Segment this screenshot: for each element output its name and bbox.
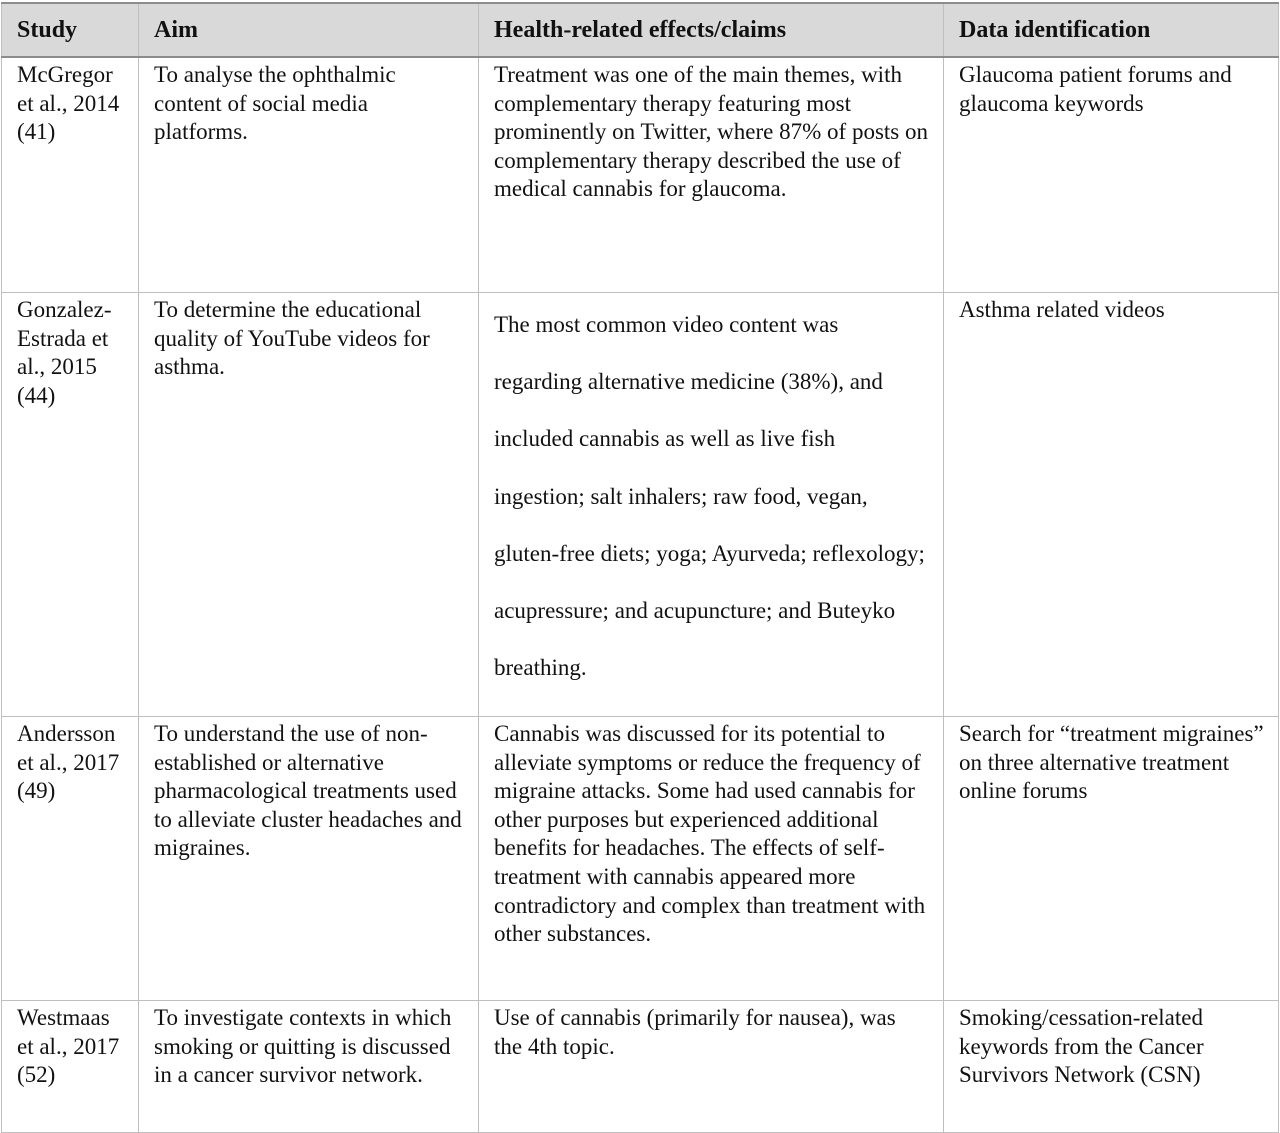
study-text: Gonzalez-Estrada et al., 2015 (44): [17, 297, 112, 408]
effects-text: Cannabis was discussed for its potential to alleviate symptoms or reduce the frequency of migraine attacks. Some had used cannabis for other purposes but experienced additional benefits for headaches. The effects of self-treatment with cannabis appeared more contradictory and complex than treatment with other substances.: [494, 721, 926, 947]
aim-text: To understand the use of non-established or alternative pharmacological treatments used to alleviate cluster headaches and migraines.: [154, 721, 462, 861]
cell-study: [2, 717, 139, 1001]
data-identification-text: Smoking/cessation-related keywords from the Cancer Survivors Network (CSN): [959, 1005, 1204, 1088]
aim-text: To analyse the ophthalmic content of social media platforms.: [154, 62, 396, 145]
header-study: Study: [2, 3, 139, 57]
aim-text: To determine the educational quality of YouTube videos for asthma.: [154, 297, 430, 380]
cell-effects: [479, 1001, 944, 1133]
cell-data-identification: [944, 57, 1279, 293]
table-row: [2, 717, 1279, 1001]
table-row: [2, 1001, 1279, 1133]
header-data-identification: Data identification: [944, 3, 1279, 57]
effects-text: Use of cannabis (primarily for nausea), was the 4th topic.: [494, 1005, 896, 1059]
cell-effects: [479, 293, 944, 717]
study-text: McGregor et al., 2014 (41): [17, 62, 120, 145]
cell-data-identification: [944, 1001, 1279, 1133]
data-identification-text: Asthma related videos: [959, 297, 1165, 322]
cell-data-identification: [944, 293, 1279, 717]
cell-effects: [479, 57, 944, 293]
data-identification-text: Glaucoma patient forums and glaucoma keywords: [959, 62, 1232, 116]
study-text: Andersson et al., 2017 (49): [17, 721, 120, 804]
cell-aim: [139, 717, 479, 1001]
header-effects: Health-related effects/claims: [479, 3, 944, 57]
cell-study: [2, 1001, 139, 1133]
cell-study: [2, 293, 139, 717]
effects-text: The most common video content was regarding alternative medicine (38%), and included cannabis as well as live fish ingestion; salt inhalers; raw food, vegan, gluten-free diets; yoga; Ayurveda; reflexology; acupressure; and acupuncture; and Buteyko breathing.: [494, 312, 925, 681]
table-row: [2, 293, 1279, 717]
cell-aim: [139, 293, 479, 717]
data-identification-text: Search for “treatment migraines” on three alternative treatment online forums: [959, 721, 1264, 804]
study-text: Westmaas et al., 2017 (52): [17, 1005, 120, 1088]
aim-text: To investigate contexts in which smoking or quitting is discussed in a cancer survivor network.: [154, 1005, 452, 1088]
cell-aim: [139, 57, 479, 293]
cell-aim: [139, 1001, 479, 1133]
review-table: [1, 2, 1279, 1133]
header-aim: Aim: [139, 3, 479, 57]
cell-study: [2, 57, 139, 293]
cell-data-identification: [944, 717, 1279, 1001]
table-header-row: [2, 3, 1279, 57]
cell-effects: [479, 717, 944, 1001]
effects-text: Treatment was one of the main themes, with complementary therapy featuring most prominently on Twitter, where 87% of posts on complementary therapy described the use of medical cannabis for glaucoma.: [494, 62, 928, 202]
table-row: [2, 57, 1279, 293]
